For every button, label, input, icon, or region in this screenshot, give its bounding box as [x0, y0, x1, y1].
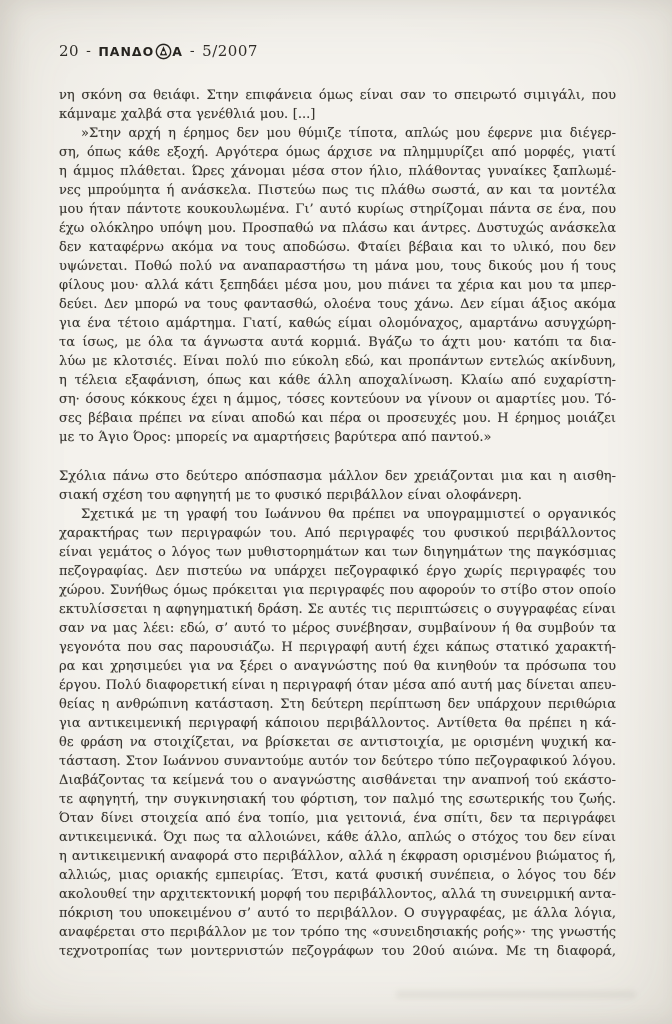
text-line: για αντικειμενική περιγραφή κάποιου περιβάλλοντος. Αντίθετα θα πρέπει η κά- — [59, 716, 616, 731]
paragraph — [59, 86, 616, 124]
text-line: η άμμος πλάθεται. Ώρες χάνομαι μέσα στον ήλιο, πλάθοντας γυναίκες ξαπλωμέ- — [59, 164, 616, 179]
paragraph — [59, 467, 616, 505]
magazine-name-suffix: Α — [172, 43, 183, 59]
page-header — [59, 42, 258, 60]
magazine-name-prefix: ΠΑΝΔΟ — [98, 43, 155, 59]
text-line: η αντικειμενική αναφορά στο περιβάλλον, αλλά η έκφραση ορισμένου βιώματος ή, — [59, 849, 616, 864]
text-line: αντικειμενικά. Όχι πως τα αλλοιώνει, κάθε άλλο, απλώς ο στόχος του δεν είναι — [59, 830, 616, 845]
text-line: με το Άγιο Όρος: μπορείς να αμαρτήσεις βαρύτερα από παντού.» — [59, 430, 492, 445]
text-line: χώρου. Συνήθως όμως πρόκειται για περιγραφές που αφορούν το στίβο στον οποίο — [59, 583, 616, 598]
text-line: αναφέρεται στο περιβάλλον με τον τρόπο της «συνειδησιακής ροής»· της γνωστής — [59, 925, 616, 940]
text-line: λύω με κλοτσιές. Είναι πολύ πιο εύκολη εδώ, και προπάντων εντελώς ακίνδυνη, — [59, 354, 616, 369]
text-line: μου ήταν πάντοτε κουκουλωμένα. Γι’ αυτό κυρίως στηρίζομαι πάντα σε ένα, που — [59, 202, 616, 217]
text-line: τάσταση. Στον Ιωάννου συναντούμε αυτόν τον δεύτερο τύπο πεζογραφικού λόγου. — [59, 754, 616, 769]
header-separator: - — [86, 43, 92, 59]
text-line: πεζογραφίας. Δεν πιστεύω να υπάρχει πεζογραφικό έργο χωρίς περιγραφές του — [59, 564, 616, 579]
text-line: Διαβάζοντας τα κείμενά του ο αναγνώστης αισθάνεται την αναπνοή τού εκάστο- — [59, 773, 616, 788]
text-line: έχω ολόκληρο υπόψη μου. Προσπαθώ να πλάσω και άντρες. Δυστυχώς ανάσκελα — [59, 221, 616, 236]
text-line: ση· όσους κόκκους έχει η άμμος, τόσες κοντεύουν να γίνουν οι αμαρτίες μου. Τό- — [59, 392, 616, 407]
text-line: για ένα τέτοιο αμάρτημα. Γιατί, καθώς είμαι ολομόναχος, αμαρτάνω ασυγχώρη- — [59, 316, 616, 331]
text-line: τεχνοτροπίας των μοντερνιστών πεζογράφων του 20ού αιώνα. Με τη διαφορά, — [59, 944, 616, 959]
text-line: θείας η ανθρώπινη κατάσταση. Στη δεύτερη περίπτωση δεν υπάρχουν περιθώρια — [59, 697, 616, 712]
text-line: νη σκόνη σα θειάφι. Στην επιφάνεια όμως είναι σαν το σπειρωτό σιμιγάλι, που — [59, 88, 616, 103]
paragraph — [59, 505, 616, 961]
text-line: η τέλεια εξαφάνιση, όπως και κάθε άλλη αποχαλίνωση. Κλαίω από ευχαρίστη- — [59, 373, 616, 388]
text-line: σιακή σχέση του αφηγητή με το φυσικό περιβάλλον είναι ολοφάνερη. — [59, 488, 522, 503]
text-line: υψώνεται. Ποθώ πολύ να αναπαραστήσω τη μάνα μου, τους δικούς μου ή τους — [59, 259, 616, 274]
page-number: 20 — [59, 42, 80, 60]
text-line: ση, όπως κάθε εξοχή. Αργότερα όμως άρχισε να πλημμυρίζει από μορφές, γιατί — [59, 145, 616, 160]
text-line: πόκριση του υποκειμένου σ’ αυτό το περιβάλλον. Ο συγγραφέας, με άλλα λόγια, — [59, 906, 616, 921]
text-line: Σχετικά με τη γραφή του Ιωάννου θα πρέπει να υπογραμμιστεί ο οργανικός — [81, 507, 616, 522]
text-line: χαρακτήρας των περιγραφών του. Από περιγραφές του φυσικού περιβάλλοντος — [59, 526, 616, 541]
text-line: τα ίσως, με όλα τα άγνωστα αυτά κορμιά. Βγάζω το άχτι μου· κατόπι τα δια- — [59, 335, 616, 350]
text-line: σες βέβαια πρέπει να είναι αποδώ και πέρα οι προσευχές μου. Η έρημος μοιάζει — [59, 411, 616, 426]
article-body — [59, 86, 616, 961]
text-line: δεν καταφέρνω ακόμα να τους αποδώσω. Φταίει βέβαια και το υλικό, που δεν — [59, 240, 616, 255]
text-line: εκτυλίσσεται η αφηγηματική δράση. Σε αυτές τις περιπτώσεις ο συγγραφέας είναι — [59, 602, 616, 617]
text-line: έργου. Πολύ διαφορετική είναι η περιγραφή όταν μέσα από αυτή μας δίνεται απευ- — [59, 678, 616, 693]
text-line: αλλιώς, μιας οριακής εμπειρίας. Έτσι, κατά φυσική συνέπεια, ο λόγος του δέν — [59, 868, 616, 883]
text-line: Σχόλια πάνω στο δεύτερο απόσπασμα μάλλον δεν χρειάζονται μια και η αισθη- — [59, 469, 616, 484]
text-line: νες μπρούμητα ή ανάσκελα. Πιστεύω πως τις πλάθω σωστά, αν και τα μοντέλα — [59, 183, 616, 198]
text-line: σαν να μας λέει: εδώ, σ’ αυτό το μέρος συνέβησαν, συμβαίνουν ή θα συμβούν τα — [59, 621, 616, 636]
pandora-emblem-icon — [155, 43, 172, 60]
text-line: ακολουθεί την αρχιτεκτονική μορφή του περιβάλλοντος, αλλά τη συνειρμική αντα- — [59, 887, 616, 902]
text-line: θε φράση να στοιχίζεται, να βρίσκεται σε αντιστοιχία, με ορισμένη ψυχική κα- — [59, 735, 616, 750]
magazine-name — [98, 43, 183, 60]
text-line: φίλους μου· αλλά κάτι ξεπηδάει μέσα μου, μου πιάνει τα χέρια και μου τα μπερ- — [59, 278, 616, 293]
text-line: ρα και χρησιμεύει για να ξέρει ο αναγνώστης πού θα κινηθούν τα πρόσωπα του — [59, 659, 616, 674]
text-line: γεγονότα που σας παρουσιάζω. Η περιγραφή αυτή έχει κάπως στατικό χαρακτή- — [59, 640, 616, 655]
issue-number: 5/2007 — [202, 42, 258, 60]
text-line: είναι γεμάτος ο λόγος των μυθιστορημάτων και των διηγημάτων της παγκόσμιας — [59, 545, 616, 560]
paragraph — [59, 124, 616, 447]
text-line: δεύει. Δεν μπορώ να τους φαντασθώ, ολοένα τους χάνω. Δεν είμαι άξιος ακόμα — [59, 297, 616, 312]
text-line: Όταν δίνει στοιχεία από ένα τοπίο, μια γειτονιά, ένα σπίτι, δεν τα περιγράφει — [59, 811, 616, 826]
text-line: »Στην αρχή η έρημος δεν μου θύμιζε τίποτα, απλώς μου έφερνε μια διέγερ- — [81, 126, 616, 141]
header-separator: - — [189, 43, 196, 59]
text-line: κάμναμε χαλβά στα γενέθλιά μου. [...] — [59, 107, 316, 122]
text-line: τε αφηγητή, την συγκινησιακή του φόρτιση, τον παλμό της εσωτερικής του ζωής. — [59, 792, 616, 807]
scan-smudge-artifact — [396, 991, 636, 998]
